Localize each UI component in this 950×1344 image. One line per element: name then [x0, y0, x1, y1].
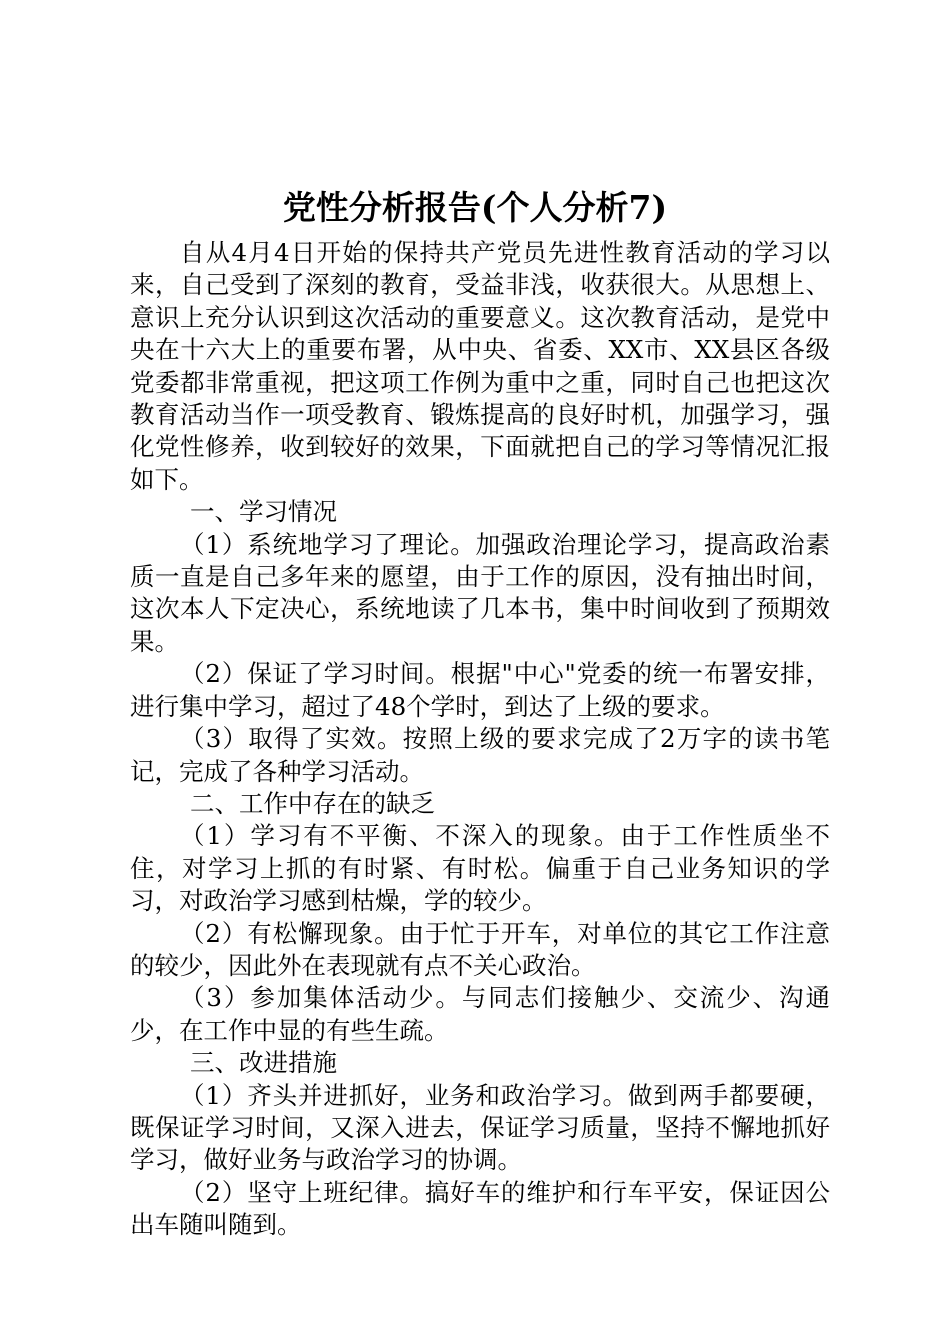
study-item-3: （3）取得了实效。按照上级的要求完成了2万字的读书笔记，完成了各种学习活动。	[130, 724, 830, 786]
study-item-2: （2）保证了学习时间。根据"中心"党委的统一布署安排，进行集中学习，超过了48个学时，到达了上级的要求。	[130, 659, 830, 721]
study-item-1: （1）系统地学习了理论。加强政治理论学习，提高政治素质一直是自己多年来的愿望，由于工作的原因，没有抽出时间，这次本人下定决心，系统地读了几本书，集中时间收到了预期效果。	[130, 529, 830, 656]
shortcoming-item-2: （2）有松懈现象。由于忙于开车，对单位的其它工作注意的较少，因此外在表现就有点不关心政治。	[130, 918, 830, 980]
document-body	[130, 237, 830, 1242]
section-heading-study: 一、学习情况	[190, 497, 337, 527]
improvement-item-1: （1）齐头并进抓好，业务和政治学习。做到两手都要硬，既保证学习时间，又深入进去，保证学习质量，坚持不懈地抓好学习，做好业务与政治学习的协调。	[130, 1080, 830, 1175]
section-heading-shortcomings: 二、工作中存在的缺乏	[190, 788, 435, 818]
improvement-item-2: （2）坚守上班纪律。搞好车的维护和行车平安，保证因公出车随叫随到。	[130, 1177, 830, 1240]
shortcoming-item-1: （1）学习有不平衡、不深入的现象。由于工作性质坐不住，对学习上抓的有时紧、有时松。偏重于自己业务知识的学习，对政治学习感到枯燥，学的较少。	[130, 821, 830, 916]
document-title: 党性分析报告(个人分析7)	[282, 188, 668, 227]
section-heading-improvements: 三、改进措施	[190, 1048, 337, 1078]
intro-paragraph: 自从4月4日开始的保持共产党员先进性教育活动的学习以来，自己受到了深刻的教育，受益非浅，收获很大。从思想上、意识上充分认识到这次活动的重要意义。这次教育活动，是党中央在十六大上的重要布署，从中央、省委、XX市、XX县区各级党委都非常重视，把这项工作例为重中之重，同时自己也把这次教育活动当作一项受教育、锻炼提高的良好时机，加强学习，强化党性修养，收到较好的效果，下面就把自己的学习等情况汇报如下。	[130, 238, 830, 494]
shortcoming-item-3: （3）参加集体活动少。与同志们接触少、交流少、沟通少，在工作中显的有些生疏。	[130, 983, 830, 1045]
